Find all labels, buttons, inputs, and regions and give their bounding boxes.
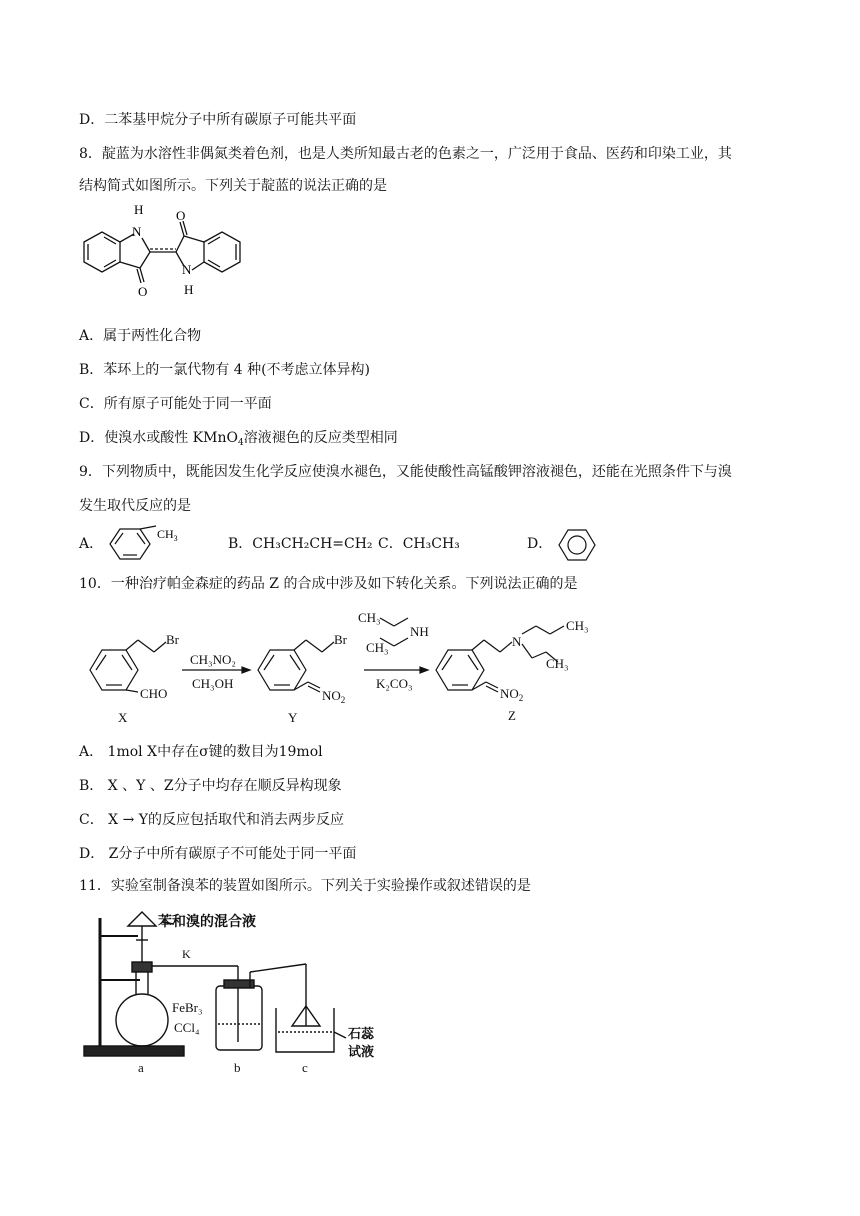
toluene-structure (104, 524, 194, 564)
indigo-structure-figure (72, 202, 272, 302)
q10-option-b: B． X 、Y 、Z分子中均存在顺反异构现象 (79, 778, 342, 794)
indigo-h-top: H (134, 202, 144, 217)
reagent-1-top: CH₃NO₂ (190, 652, 236, 667)
apparatus-a-label: a (138, 1060, 144, 1075)
amine-nh: NH (410, 624, 429, 639)
q9-stem-line-1: 9．下列物质中，既能因发生化学反应使溴水褪色，又能使酸性高锰酸钾溶液褪色，还能在光照条件下与溴 (79, 464, 732, 480)
q9-option-a: A． (79, 536, 104, 552)
indigo-o-bottom: O (138, 284, 148, 299)
x-compound-label: X (118, 710, 128, 725)
toluene-ch3-label: $CH_3$ (157, 527, 178, 543)
q8-option-d-sub: 4 (237, 438, 244, 448)
z-ch3-top: CH₃ (566, 618, 589, 633)
q10-reaction-scheme (80, 600, 600, 730)
q8-stem-line-1: 8．靛蓝为水溶性非偶氮类着色剂，也是人类所知最古老的色素之一，广泛用于食品、医药和印染工业，其 (79, 146, 732, 162)
indigo-h-bottom: H (184, 282, 194, 297)
x-br-label: Br (166, 632, 179, 647)
indigo-o-top: O (176, 208, 186, 223)
q9-option-c: C．CH₃CH₃ (378, 536, 460, 552)
z-n-label: N (512, 634, 522, 649)
q10-option-d: D． Z分子中所有碳原子不可能处于同一平面 (79, 846, 357, 862)
q10-option-c: C． X → Y的反应包括取代和消去两步反应 (79, 812, 345, 828)
reagent-1-bottom: CH₃OH (192, 676, 234, 691)
indigo-n-top: N (132, 224, 142, 239)
amine-ch3-bottom: CH₃ (366, 640, 389, 655)
benzene-structure (555, 526, 601, 564)
q8-option-b: B．苯环上的一氯代物有 4 种(不考虑立体异构) (79, 362, 371, 378)
y-no2-label: $NO_2$ (322, 688, 346, 705)
ccl4-label: CCl₄ (174, 1020, 200, 1035)
q8-option-d (79, 428, 398, 448)
q9-stem-line-2: 发生取代反应的是 (79, 498, 191, 514)
litmus-label-2: 试液 (348, 1044, 375, 1059)
q9-option-b: B．CH₃CH₂CH=CH₂ (228, 536, 373, 552)
q7-option-d: D．二苯基甲烷分子中所有碳原子可能共平面 (79, 112, 357, 128)
reagent-2-bottom: K₂CO₃ (376, 676, 413, 691)
q8-option-c: C．所有原子可能处于同一平面 (79, 396, 272, 412)
q10-option-a: A． 1mol X中存在σ键的数目为19mol (79, 744, 323, 760)
y-compound-label: Y (288, 710, 298, 725)
q8-option-a: A．属于两性化合物 (79, 328, 202, 344)
amine-ch3-top: CH₃ (358, 610, 381, 625)
z-ch3-bottom: CH₃ (546, 656, 569, 671)
litmus-label-1: 石蕊 (348, 1026, 375, 1041)
funnel-mixture-label: 苯和溴的混合液 (158, 915, 256, 930)
indigo-n-bottom: N (182, 262, 192, 277)
x-cho-label: CHO (140, 686, 168, 701)
z-compound-label: Z (508, 708, 516, 723)
q8-stem-line-2: 结构简式如图所示。下列关于靛蓝的说法正确的是 (79, 178, 387, 194)
apparatus-c-label: c (302, 1060, 308, 1075)
apparatus-b-label: b (234, 1060, 241, 1075)
valve-k-label: K (182, 947, 191, 961)
q9-option-d: D． (527, 536, 553, 552)
y-br-label: Br (334, 632, 347, 647)
z-no2-label: $NO_2$ (500, 686, 524, 703)
q11-stem: 11．实验室制备溴苯的装置如图所示。下列关于实验操作或叙述错误的是 (79, 878, 531, 894)
bromobenzene-apparatus-figure (78, 908, 378, 1078)
febr3-label: FeBr₃ (172, 1000, 203, 1015)
q8-option-d-suffix: 溶液褪色的反应类型相同 (243, 430, 398, 446)
q10-stem: 10．一种治疗帕金森症的药品 Z 的合成中涉及如下转化关系。下列说法正确的是 (79, 576, 578, 592)
q8-option-d-prefix: D．使溴水或酸性 KMnO (79, 430, 238, 446)
